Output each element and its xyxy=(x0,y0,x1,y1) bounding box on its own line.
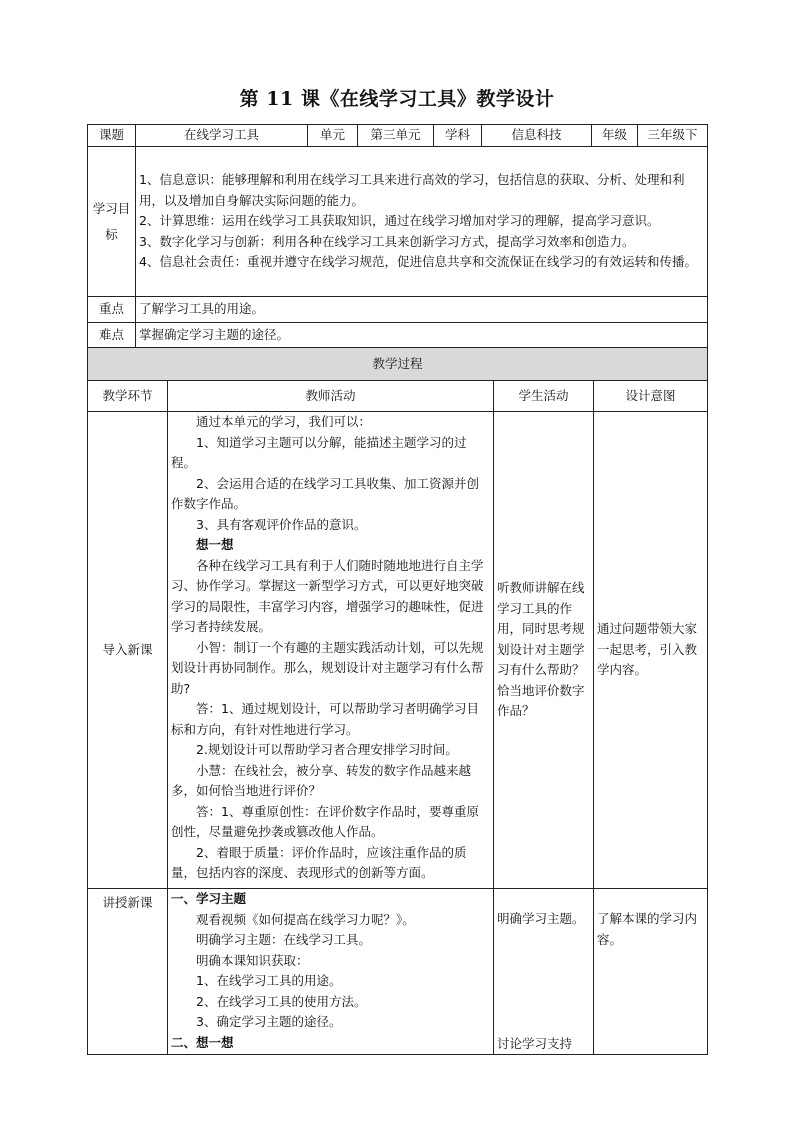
goal-item: 4、信息社会责任：重视并遵守在线学习规范，促进信息共享和交流保证在线学习的有效运转和传播。 xyxy=(139,254,697,270)
grade-label: 年级 xyxy=(592,125,638,147)
subject-value: 信息科技 xyxy=(482,125,592,147)
teacher-line: 观看视频《如何提高在线学习力呢？》。 xyxy=(196,911,415,927)
header-student: 学生活动 xyxy=(494,381,594,412)
goals-list xyxy=(136,147,708,297)
goal-item: 1、信息意识：能够理解和利用在线学习工具来进行高效的学习，包括信息的获取、分析、处理和利用，以及增加自身解决实际问题的能力。 xyxy=(139,172,685,208)
lesson-value: 在线学习工具 xyxy=(136,125,308,147)
teacher-activity-new xyxy=(168,889,494,1055)
teacher-line: 2、会运用合适的在线学习工具收集、加工资源并创作数字作品。 xyxy=(171,475,479,511)
header-teacher: 教师活动 xyxy=(168,381,494,412)
subject-label: 学科 xyxy=(434,125,482,147)
teacher-line: 3、确定学习主题的途径。 xyxy=(196,1014,342,1029)
teacher-line: 答：1、尊重原创性：在评价数字作品时，要尊重原创性，尽量避免抄袭或篡改他人作品。 xyxy=(171,803,479,839)
key-point-label: 重点 xyxy=(88,297,136,323)
teacher-line: 3、具有客观评价作品的意识。 xyxy=(196,516,367,532)
think-heading: 想一想 xyxy=(196,537,234,552)
process-band: 教学过程 xyxy=(88,348,708,381)
student-activity-intro: 听教师讲解在线学习工具的作用，同时思考规划设计对主题学习有什么帮助？恰当地评价数字作品？ xyxy=(494,412,594,889)
header-intent: 设计意图 xyxy=(594,381,708,412)
lesson-info-table xyxy=(87,124,708,349)
teacher-line: 通过本单元的学习，我们可以： xyxy=(196,414,372,429)
unit-label: 单元 xyxy=(308,125,358,147)
teacher-line: 明确本课知识获取： xyxy=(196,952,309,968)
student-line: 讨论学习支持 xyxy=(497,1035,573,1051)
teaching-process-table xyxy=(87,347,708,1055)
stage-new: 讲授新课 xyxy=(88,889,168,1055)
student-line: 明确学习主题。 xyxy=(497,911,585,926)
teacher-line: 各种在线学习工具有利于人们随时随地地进行自主学习、协作学习。掌握这一新型学习方式，可以更好地突破学习的局限性，丰富学习内容，增强学习的趣味性，促进学习者持续发展。 xyxy=(171,557,484,634)
design-intent-intro: 通过问题带领大家一起思考，引入教学内容。 xyxy=(594,412,708,889)
grade-value: 三年级下 xyxy=(638,125,708,147)
teacher-activity-intro xyxy=(168,412,494,889)
difficulty-value: 掌握确定学习主题的途径。 xyxy=(136,323,708,349)
goal-item: 3、数字化学习与创新：利用各种在线学习工具来创新学习方式，提高学习效率和创造力。 xyxy=(139,233,635,249)
teacher-line: 明确学习主题：在线学习工具。 xyxy=(196,932,372,947)
teacher-line: 小慧：在线社会，被分享、转发的数字作品越来越多，如何恰当地进行评价？ xyxy=(171,762,472,798)
teacher-line: 答：1、通过规划设计，可以帮助学习者明确学习目标和方向，有针对性地进行学习。 xyxy=(171,701,479,737)
page-title: 第 11 课《在线学习工具》教学设计 xyxy=(239,88,555,110)
header-stage: 教学环节 xyxy=(88,381,168,412)
teacher-line: 2、着眼于质量：评价作品时，应该注重作品的质量，包括内容的深度、表现形式的创新等方面。 xyxy=(171,844,467,880)
teacher-line: 小智：制订一个有趣的主题实践活动计划，可以先规划设计再协同制作。那么，规划设计对主题学习有什么帮助? xyxy=(171,639,484,696)
goal-item: 2、计算思维：运用在线学习工具获取知识，通过在线学习增加对学习的理解，提高学习意识。 xyxy=(139,213,660,229)
key-point-value: 了解学习工具的用途。 xyxy=(136,297,708,323)
teacher-line: 2.规划设计可以帮助学习者合理安排学习时间。 xyxy=(196,742,458,757)
goals-label: 学习目标 xyxy=(88,147,136,297)
teacher-line: 1、知道学习主题可以分解，能描述主题学习的过程。 xyxy=(171,434,467,470)
difficulty-label: 难点 xyxy=(88,323,136,349)
lesson-label: 课题 xyxy=(88,125,136,147)
design-intent-new: 了解本课的学习内容。 xyxy=(594,889,708,1055)
unit-value: 第三单元 xyxy=(358,125,434,147)
teacher-line: 1、在线学习工具的用途。 xyxy=(196,973,342,988)
teacher-line: 2、在线学习工具的使用方法。 xyxy=(196,993,367,1009)
section-heading: 一、学习主题 xyxy=(171,891,247,906)
stage-intro: 导入新课 xyxy=(88,412,168,889)
section-heading: 二、想一想 xyxy=(171,1034,234,1050)
student-activity-new xyxy=(494,889,594,1055)
